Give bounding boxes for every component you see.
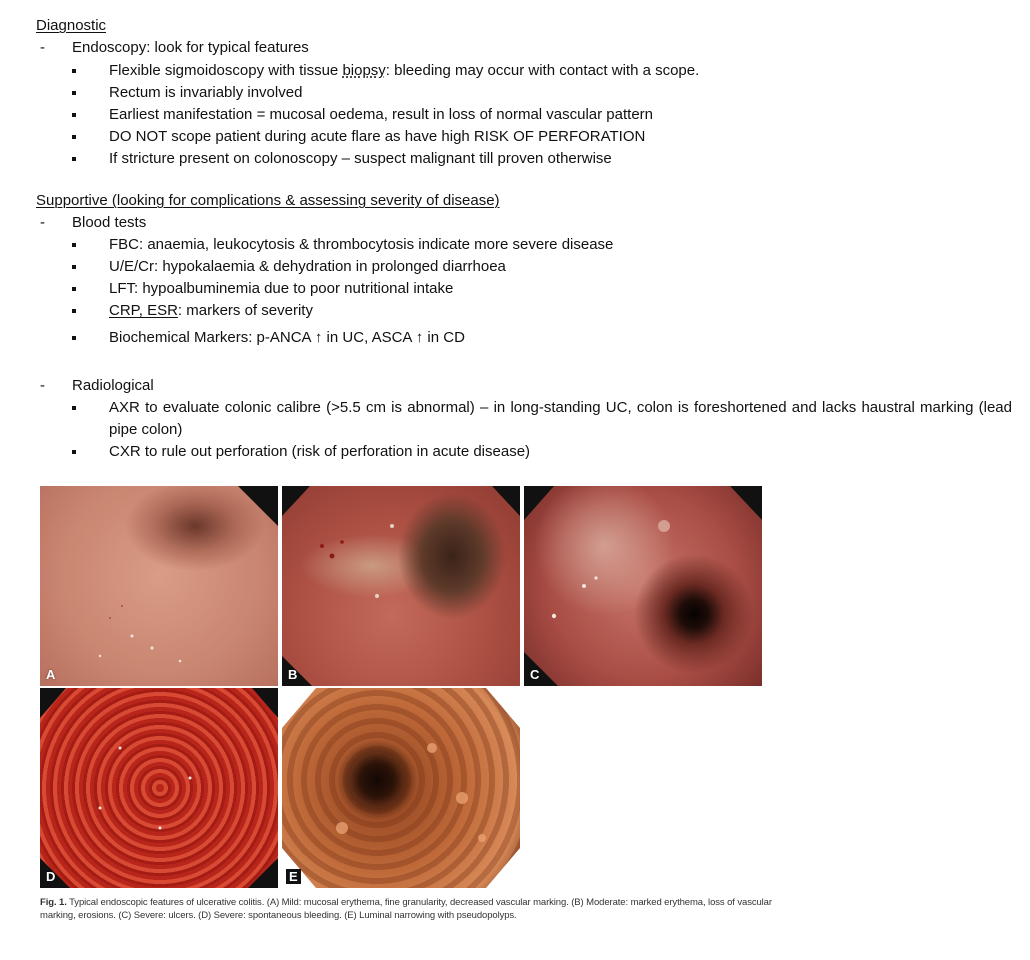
list-item <box>72 234 1012 256</box>
list-item <box>72 148 1012 170</box>
caption-text: Typical endoscopic features of ulcerative colitis. (A) Mild: mucosal erythema, fine granularity, decreased vascular marking. (B) Moderate: marked erythema, loss of vascular marking, erosions. (C) Severe: ulcers. (D) Severe: spontaneous bleeding. (E) Luminal narrowing with pseudopolyps. <box>40 897 772 921</box>
bullet-marker <box>72 91 76 95</box>
dash-marker: - <box>40 214 45 231</box>
image-texture <box>524 486 762 686</box>
image-texture <box>40 486 278 686</box>
list-item <box>72 441 1012 463</box>
list-item <box>72 397 1012 441</box>
bullet-marker <box>72 265 76 269</box>
image-texture <box>282 688 520 888</box>
endoscopy-item <box>40 38 309 58</box>
radiological-item <box>40 376 154 396</box>
bullet-marker <box>72 450 76 454</box>
panel-label-a: A <box>46 667 56 682</box>
diagnostic-heading: Diagnostic <box>36 17 107 34</box>
list-item-text: AXR to evaluate colonic calibre (>5.5 cm is abnormal) – in long-standing UC, colon is foreshortened and lacks haustral marking (lead pipe colon) <box>109 399 1012 438</box>
list-item-text: DO NOT scope patient during acute flare as have high RISK OF PERFORATION <box>109 128 646 145</box>
list-item <box>72 82 1012 104</box>
radiological-label: Radiological <box>72 377 154 394</box>
figure-caption <box>40 896 780 922</box>
list-item <box>72 327 1012 349</box>
list-item-text: Biochemical Markers: p-ANCA ↑ in UC, ASCA ↑ in CD <box>109 329 465 346</box>
blood-tests-label: Blood tests <box>72 214 147 231</box>
endoscopy-image-c <box>524 486 762 686</box>
panel-label-c: C <box>530 667 540 682</box>
list-item <box>72 278 1012 300</box>
list-item-text: : markers of severity <box>177 302 313 319</box>
endoscopy-label: Endoscopy: look for typical features <box>72 39 309 56</box>
endoscopy-image-e <box>282 688 520 888</box>
bullet-marker <box>72 336 76 340</box>
list-item-text: Flexible sigmoidoscopy with tissue <box>109 62 343 79</box>
list-item-text: If stricture present on colonoscopy – suspect malignant till proven otherwise <box>109 150 612 167</box>
dotted-word: biopsy <box>342 62 386 79</box>
bullet-marker <box>72 406 76 410</box>
bullet-marker <box>72 309 76 313</box>
bullet-marker <box>72 287 76 291</box>
list-item <box>72 126 1012 148</box>
list-item <box>72 104 1012 126</box>
endoscopy-image-b <box>282 486 520 686</box>
dash-marker: - <box>40 39 45 56</box>
list-item-text: LFT: hypoalbuminemia due to poor nutritional intake <box>109 280 454 297</box>
bullet-marker <box>72 135 76 139</box>
bullet-marker <box>72 69 76 73</box>
endoscopy-image-a <box>40 486 278 686</box>
list-item-text: CXR to rule out perforation (risk of perforation in acute disease) <box>109 443 531 460</box>
list-item-text: Earliest manifestation = mucosal oedema, result in loss of normal vascular pattern <box>109 106 654 123</box>
list-item-text: FBC: anaemia, leukocytosis & thrombocytosis indicate more severe disease <box>109 236 614 253</box>
blood-tests-item <box>40 213 146 233</box>
list-item-text: Rectum is invariably involved <box>109 84 303 101</box>
panel-label-d: D <box>46 869 56 884</box>
list-item-text: : bleeding may occur with contact with a scope. <box>385 62 700 79</box>
list-item <box>72 300 1012 322</box>
list-item <box>72 60 1012 82</box>
dash-marker: - <box>40 377 45 394</box>
bullet-marker <box>72 157 76 161</box>
image-texture <box>40 688 278 888</box>
caption-label: Fig. 1. <box>40 897 67 908</box>
supportive-heading: Supportive (looking for complications & assessing severity of disease) <box>36 192 500 209</box>
image-texture <box>282 486 520 686</box>
bullet-marker <box>72 243 76 247</box>
bullet-marker <box>72 113 76 117</box>
underlined-term: CRP, ESR <box>109 302 178 319</box>
panel-label-e: E <box>286 869 301 884</box>
list-item <box>72 256 1012 278</box>
endoscopy-image-d <box>40 688 278 888</box>
list-item-text: U/E/Cr: hypokalaemia & dehydration in prolonged diarrhoea <box>109 258 506 275</box>
panel-label-b: B <box>288 667 298 682</box>
